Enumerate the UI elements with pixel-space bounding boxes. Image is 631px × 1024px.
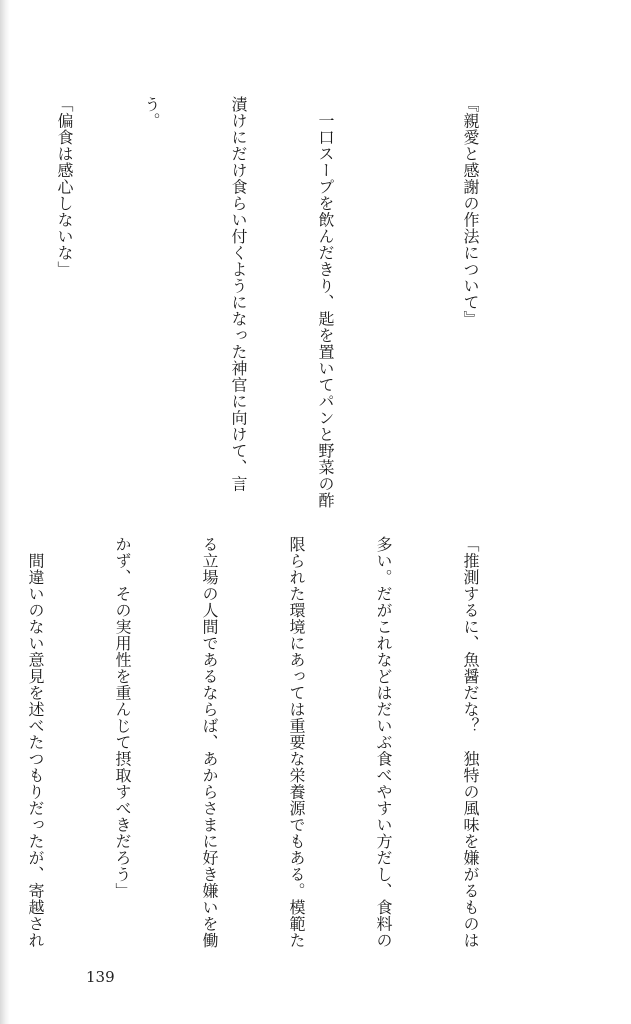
text-line: 間違いのない意見を述べたつもりだったが、寄越され — [26, 536, 45, 949]
upper-text-block — [55, 96, 543, 509]
text-line: かず、その実用性を重んじて摂取すべきだろう」 — [113, 536, 132, 899]
page-number: 139 — [86, 968, 115, 986]
text-line: 限られた環境にあっては重要な栄養源でもある。模範た — [287, 536, 306, 949]
text-line: う。 — [142, 96, 161, 129]
text-line: 「推測するに、魚醤だな？ 独特の風味を嫌がるものは — [461, 536, 480, 949]
lower-text-block — [26, 536, 543, 949]
text-line: 「偏食は感心しないな」 — [55, 96, 74, 278]
essay-title: 『親愛と感謝の作法について』 — [461, 96, 480, 327]
text-line: 漬けにだけ食らい付くようになった神官に向けて、言 — [229, 96, 248, 492]
text-line: る立場の人間であるならば、あからさまに好き嫌いを働 — [200, 536, 219, 949]
text-line: 一口スープを飲んだきり、匙を置いてパンと野菜の酢 — [316, 96, 335, 509]
text-line: 多い。だがこれなどはだいぶ食べやすい方だし、食料の — [374, 536, 393, 949]
